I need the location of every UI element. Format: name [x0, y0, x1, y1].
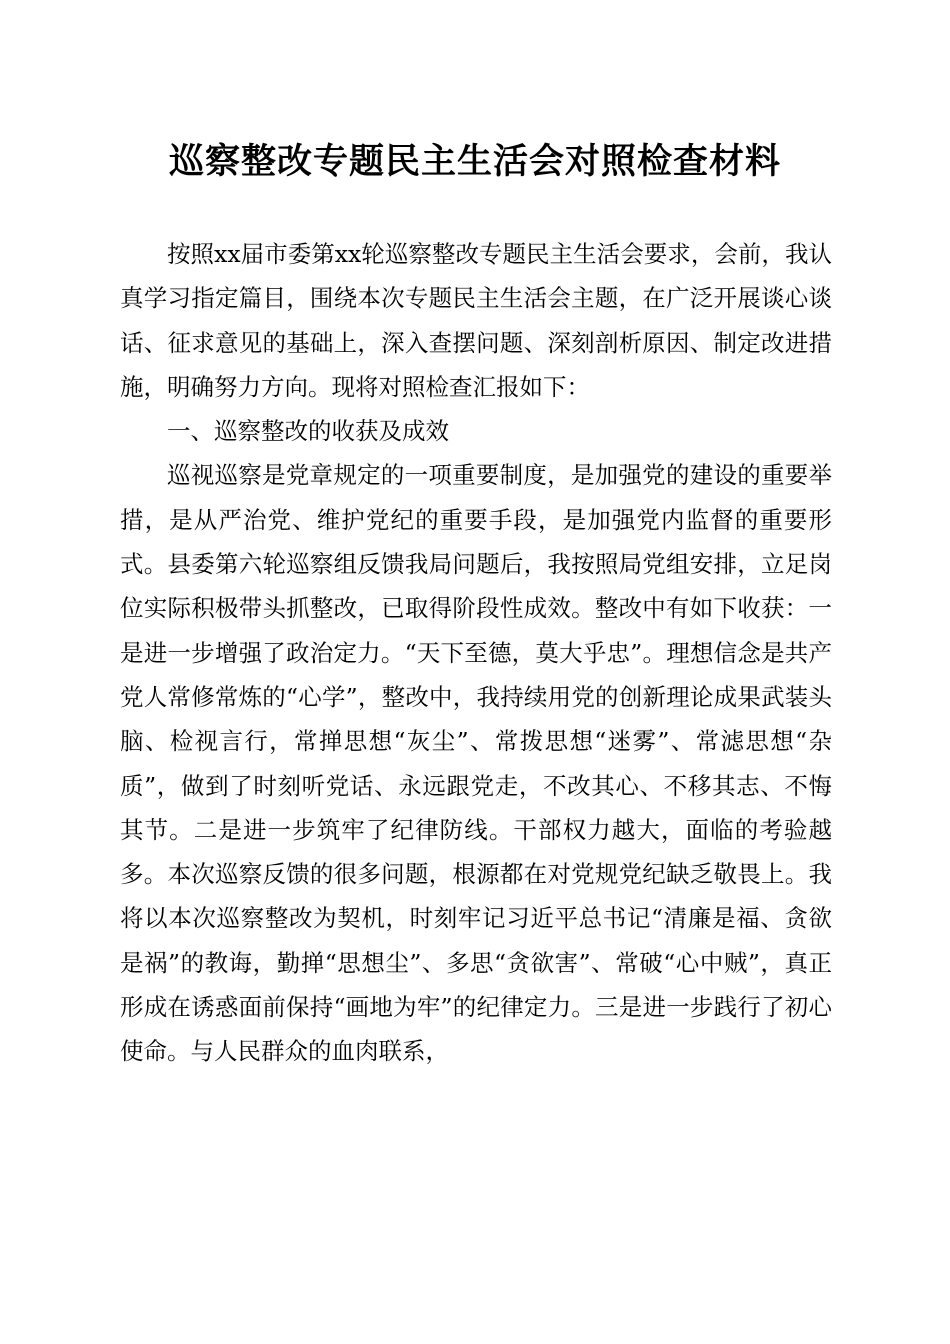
document-body	[120, 232, 832, 1074]
document-title: 巡察整改专题民主生活会对照检查材料	[168, 141, 781, 182]
intro-paragraph: 按照xx届市委第xx轮巡察整改专题民主生活会要求，会前，我认真学习指定篇目，围绕本次专题民主生活会主题，在广泛开展谈心谈话、征求意见的基础上，深入查摆问题、深刻剖析原因、制定改进措施，明确努力方向。现将对照检查汇报如下：	[120, 240, 832, 401]
section-heading-1: 一、巡察整改的收获及成效	[167, 417, 449, 446]
section-1-paragraph: 巡视巡察是党章规定的一项重要制度，是加强党的建设的重要举措，是从严治党、维护党纪的重要手段，是加强党内监督的重要形式。县委第六轮巡察组反馈我局问题后，我按照局党组安排，立足岗位实际积极带头抓整改，已取得阶段性成效。整改中有如下收获：一是进一步增强了政治定力。“天下至德，莫大乎忠”。理想信念是共产党人常修常炼的“心学”，整改中，我持续用党的创新理论成果武装头脑、检视言行，常掸思想“灰尘”、常拨思想“迷雾”、常滤思想“杂质”，做到了时刻听党话、永远跟党走，不改其心、不移其志、不悔其节。二是进一步筑牢了纪律防线。干部权力越大，面临的考验越多。本次巡察反馈的很多问题，根源都在对党规党纪缺乏敬畏上。我将以本次巡察整改为契机，时刻牢记习近平总书记“清廉是福、贪欲是祸”的教诲，勤掸“思想尘”、多思“贪欲害”、常破“心中贼”，真正形成在诱惑面前保持“画地为牢”的纪律定力。三是进一步践行了初心使命。与人民群众的血肉联系，	[120, 461, 832, 1066]
